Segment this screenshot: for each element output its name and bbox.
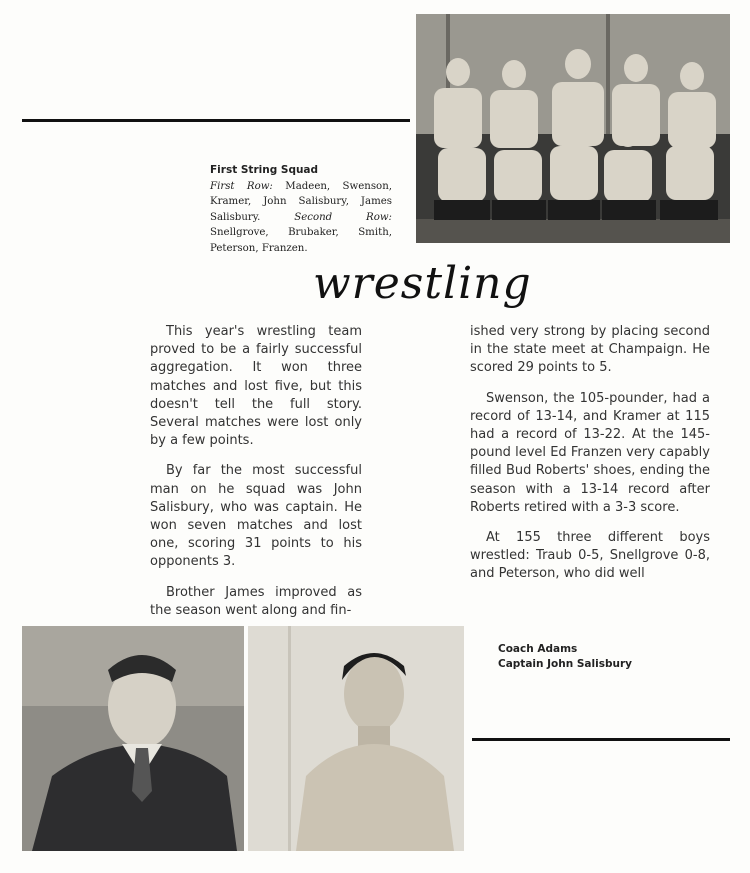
article-right-column xyxy=(470,323,710,596)
team-photo xyxy=(416,14,730,243)
first-row-label: First Row: xyxy=(210,180,273,192)
bottom-divider-rule xyxy=(472,738,730,741)
second-row-label: Second Row: xyxy=(294,211,392,223)
article-paragraph: Brother James improved as the season went along and fin- xyxy=(150,584,362,618)
article-paragraph: At 155 three different boys wrestled: Traub 0-5, Snellgrove 0-8, and Peterson, who did well xyxy=(470,530,710,582)
article-paragraph: By far the most successful man on he squad was John Salisbury, who was captain. He won seven matches and lost one, scoring 31 points to his opponents 3. xyxy=(150,463,362,570)
coach-photo xyxy=(22,626,244,851)
article-paragraph: ished very strong by placing second in the state meet at Champaign. He scored 29 points to 5. xyxy=(470,324,710,376)
first-row-names: Madeen, Swenson, Kramer, John Salisbury, James Salisbury. xyxy=(210,180,392,223)
captain-caption: Captain John Salisbury xyxy=(498,658,632,670)
coach-caption: Coach Adams xyxy=(498,643,578,655)
squad-caption xyxy=(210,163,392,256)
second-row-names: Snellgrove, Brubaker, Smith, Peterson, Franzen. xyxy=(210,227,392,254)
captain-photo xyxy=(248,626,464,851)
squad-caption-title: First String Squad xyxy=(210,164,319,176)
article-left-column xyxy=(150,323,362,632)
page-title: wrestling xyxy=(313,258,532,309)
portrait-captions xyxy=(498,642,632,672)
article-paragraph: This year's wrestling team proved to be a fairly successful aggregation. It won three matches and lost five, but this doesn't tell the full story. Several matches were lost only by a few points. xyxy=(150,324,362,449)
article-paragraph: Swenson, the 105-pounder, had a record of 13-14, and Kramer at 115 had a record of 13-22. At the 145-pound level Ed Franzen very capably filled Bud Roberts' shoes, ending the season with a 13-14 record after Roberts retired with a 3-3 score. xyxy=(470,390,710,515)
top-divider-rule xyxy=(22,119,410,122)
